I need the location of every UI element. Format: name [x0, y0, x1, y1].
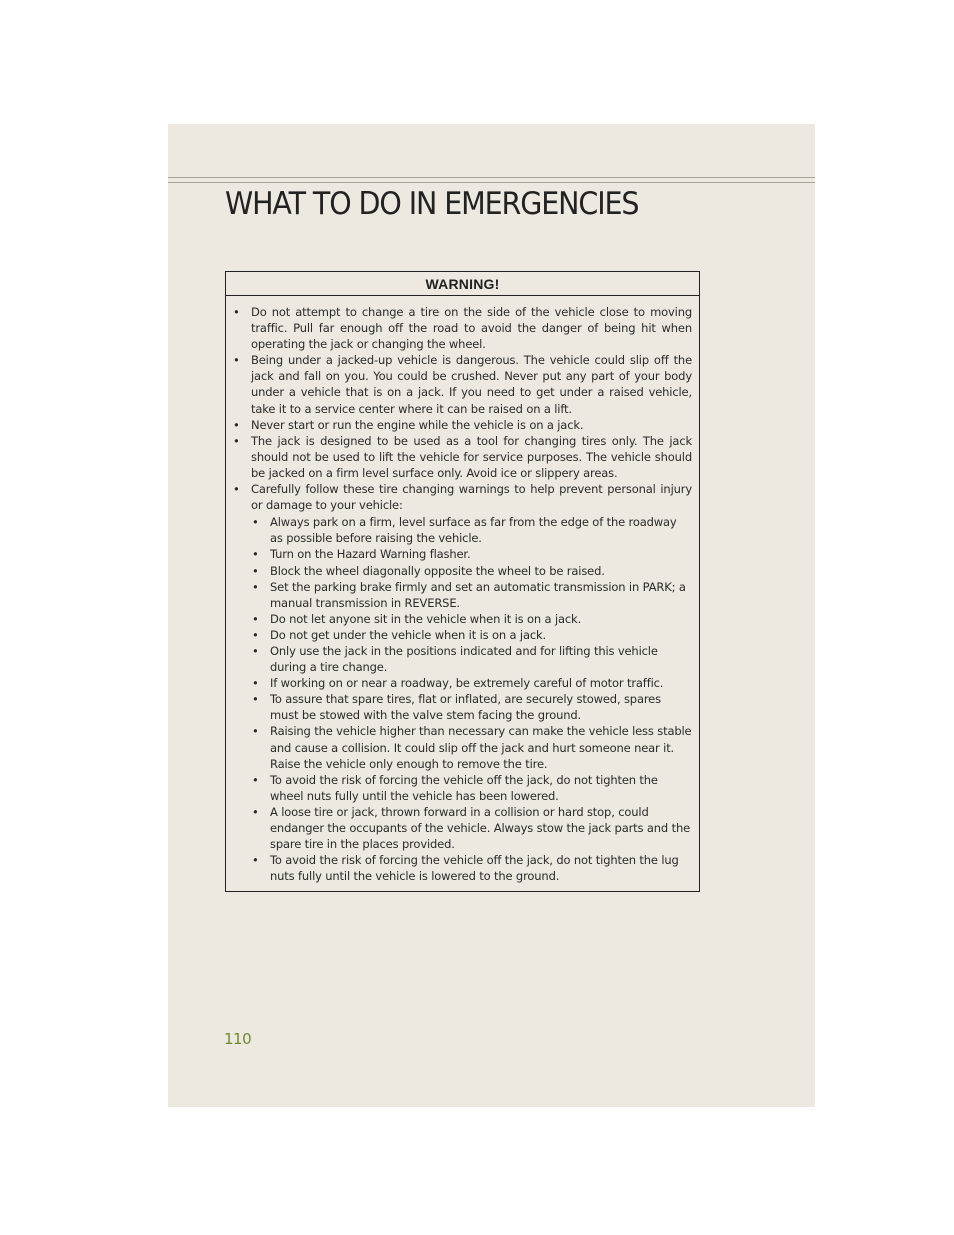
- warning-heading: WARNING!: [226, 272, 699, 296]
- bullet-icon: •: [252, 676, 259, 691]
- bullet-icon: •: [252, 547, 259, 562]
- warning-subitem: • Do not get under the vehicle when it is on a jack.: [252, 627, 547, 642]
- warning-list: [232, 304, 692, 884]
- warning-subitem: • Turn on the Hazard Warning flasher.: [252, 547, 471, 562]
- warning-subitem: • If working on or near a roadway, be extremely careful of motor traffic.: [252, 676, 664, 691]
- bullet-icon: •: [252, 692, 259, 707]
- manual-page: [168, 124, 815, 1107]
- warning-item: • Being under a jacked-up vehicle is dangerous. The vehicle could slip off the jack and fall on you. You could be crushed. Never put any part of your body under a vehicle that is on a jack. If you need to get under a raised vehicle, take it to a service center where it can be raised on a lift.: [233, 353, 692, 416]
- bullet-icon: •: [233, 482, 240, 497]
- bullet-icon: •: [252, 772, 259, 787]
- warning-subitem: • Raising the vehicle higher than necessary can make the vehicle less stable and cause a collision. It could slip off the jack and hurt someone near it. Raise the vehicle only enough to remove the tire.: [252, 724, 692, 771]
- warning-subitem: • To assure that spare tires, flat or inflated, are securely stowed, spares must be stowed with the valve stem facing the ground.: [252, 692, 661, 723]
- warning-item: • Carefully follow these tire changing warnings to help prevent personal injury or damage to your vehicle: • Always park on a firm, level surface as far from the edge of the roadway as possible before raising the vehicle. • Turn on the Hazard Warning flasher. • Block the wheel diagonally opposite the wheel to be raised. • Set the parking brake firmly and set an automatic transmission in PARK; a manual transmission in REVERSE. • Do not let anyone sit in the vehicle when it is on a jack. • Do not get under the vehicle when it is on a jack. • Only use the jack in the positions indicated and for lifting this vehicle during a tire change. • If working on or near a roadway, be extremely careful of motor traffic. • To assure that spare tires, flat or inflated, are securely stowed, spares must be stowed with the valve stem facing the ground. • Raising the vehicle higher than necessary can make the vehicle less stable and cause a collision. It could slip off the jack and hurt someone near it. Raise the vehicle only enough to remove the tire. • To avoid the risk of forcing the vehicle off the jack, do not tighten the wheel nuts fully until the vehicle has been lowered. • A loose tire or jack, thrown forward in a collision or hard stop, could endanger the occupants of the vehicle. Always stow the jack parts and the spare tire in the places provided. • To avoid the risk of forcing the vehicle off the jack, do not tighten the lug nuts fully until the vehicle is lowered to the ground.: [233, 482, 692, 884]
- warning-subitem: • Do not let anyone sit in the vehicle when it is on a jack.: [252, 611, 582, 626]
- warning-item: • Never start or run the engine while the vehicle is on a jack.: [233, 417, 584, 432]
- bullet-icon: •: [252, 611, 259, 626]
- warning-box: [225, 271, 700, 892]
- header-rule-bottom: [168, 182, 815, 183]
- warning-body: [226, 296, 699, 884]
- bullet-icon: •: [252, 804, 259, 819]
- warning-subitem: • Always park on a firm, level surface as far from the edge of the roadway as possible before raising the vehicle.: [252, 515, 677, 546]
- warning-item: • The jack is designed to be used as a tool for changing tires only. The jack should not be used to lift the vehicle for service purposes. The vehicle should be jacked on a firm level surface only. Avoid ice or slippery areas.: [233, 433, 692, 480]
- warning-subitem: • To avoid the risk of forcing the vehicle off the jack, do not tighten the lug nuts fully until the vehicle is lowered to the ground.: [252, 853, 679, 884]
- page-number: 110: [224, 1030, 252, 1048]
- warning-subitem: • Block the wheel diagonally opposite the wheel to be raised.: [252, 563, 605, 578]
- warning-subitem: • A loose tire or jack, thrown forward in a collision or hard stop, could endanger the occupants of the vehicle. Always stow the jack parts and the spare tire in the places provided.: [252, 804, 691, 852]
- bullet-icon: •: [233, 433, 240, 448]
- bullet-icon: •: [252, 563, 259, 578]
- bullet-icon: •: [233, 305, 240, 319]
- warning-item: • Do not attempt to change a tire on the side of the vehicle close to moving traffic. Pull far enough off the road to avoid the danger of being hit when operating the jack or changing the wheel.: [233, 305, 692, 352]
- bullet-icon: •: [252, 579, 259, 594]
- warning-sublist: [251, 514, 692, 884]
- bullet-icon: •: [252, 627, 259, 642]
- warning-subitem: • To avoid the risk of forcing the vehicle off the jack, do not tighten the wheel nuts fully until the vehicle has been lowered.: [252, 772, 658, 803]
- warning-subitem: • Only use the jack in the positions indicated and for lifting this vehicle during a tire change.: [252, 643, 658, 675]
- bullet-icon: •: [252, 643, 259, 658]
- bullet-icon: •: [252, 853, 259, 868]
- section-title: WHAT TO DO IN EMERGENCIES: [225, 186, 639, 222]
- header-rule-top: [168, 177, 815, 178]
- bullet-icon: •: [233, 417, 240, 432]
- bullet-icon: •: [252, 515, 259, 530]
- bullet-icon: •: [252, 724, 259, 739]
- bullet-icon: •: [233, 353, 240, 368]
- warning-subitem: • Set the parking brake firmly and set an automatic transmission in PARK; a manual transmission in REVERSE.: [252, 579, 686, 610]
